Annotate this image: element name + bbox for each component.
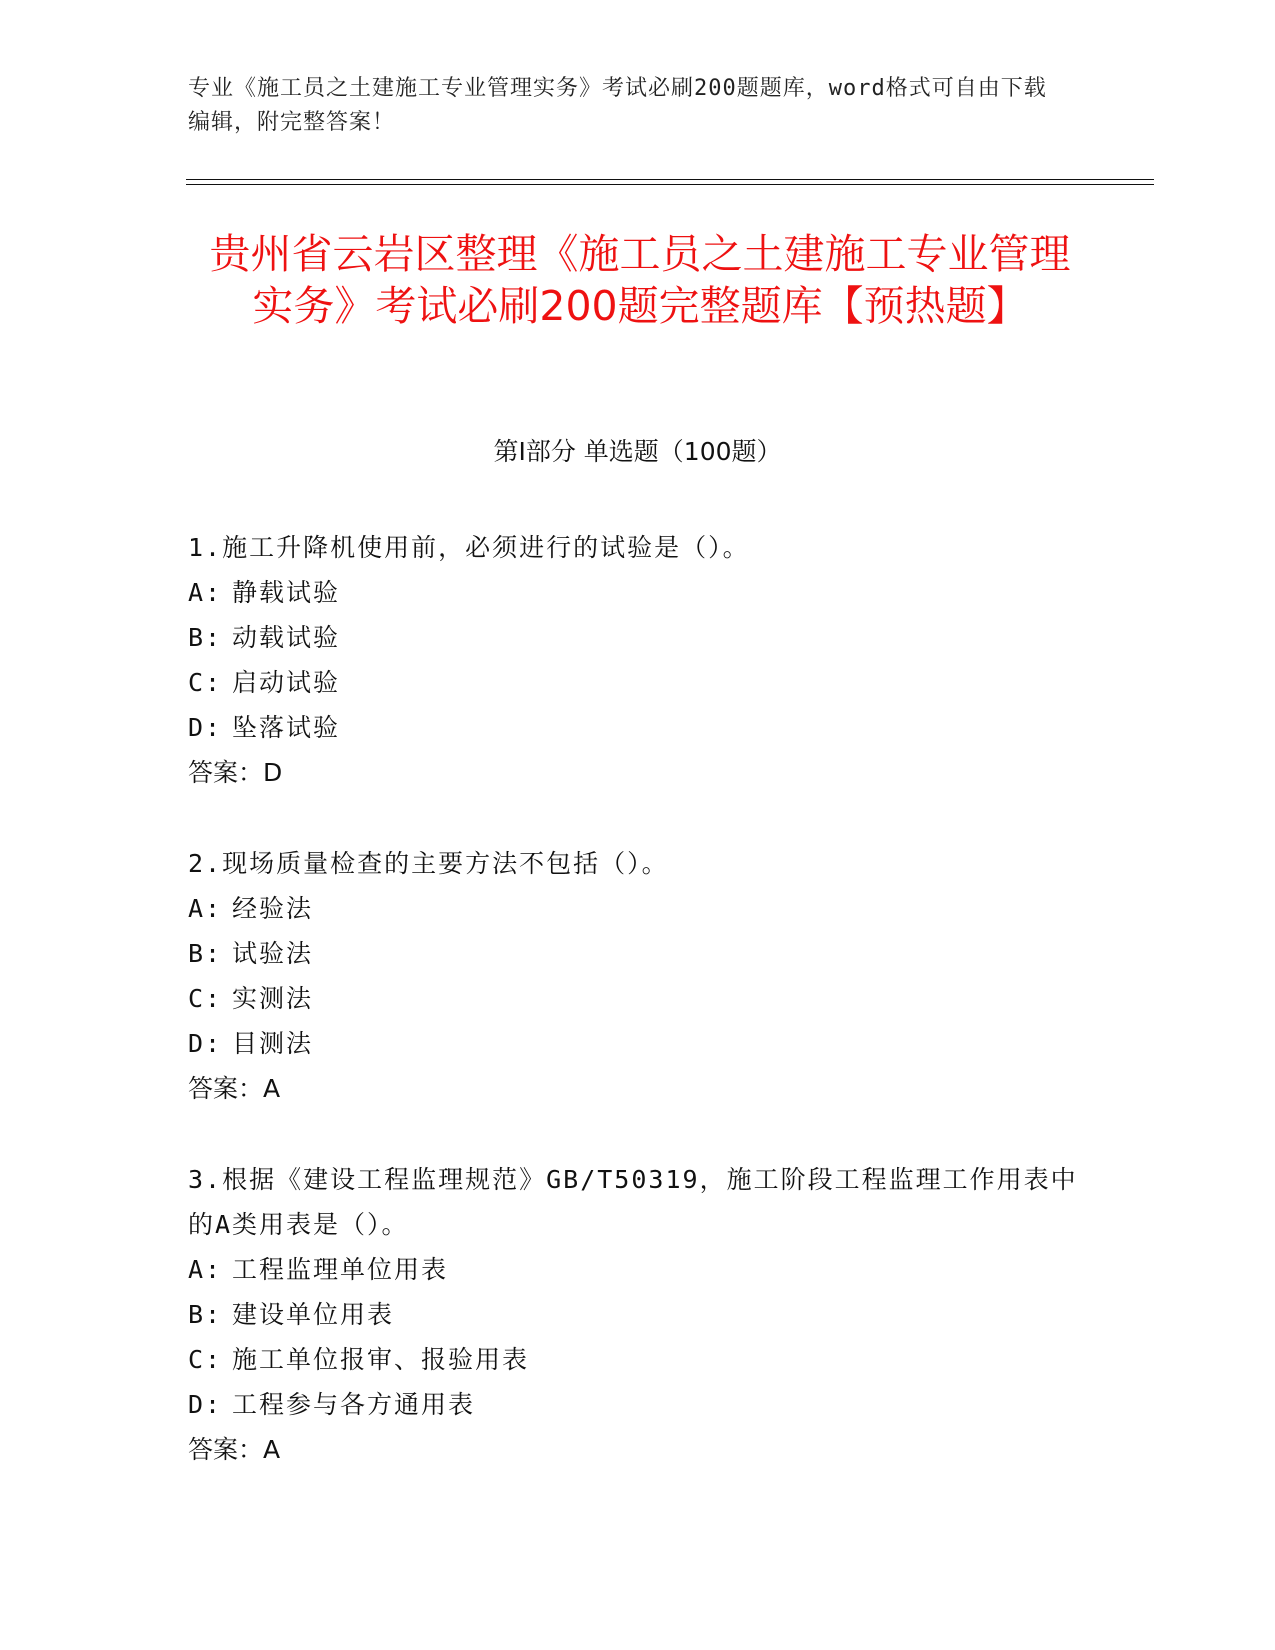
- option-text: 施工单位报审、报验用表: [232, 1345, 530, 1374]
- option-text: 启动试验: [232, 668, 341, 697]
- answer-line: 答案：A: [188, 1435, 281, 1464]
- question-3: [188, 1157, 1088, 1472]
- option-text: 建设单位用表: [232, 1300, 395, 1329]
- option-text: 静载试验: [232, 578, 341, 607]
- option-letter: C:: [188, 984, 223, 1013]
- option-b: [188, 1292, 1088, 1337]
- question-stem: 2.现场质量检查的主要方法不包括（）。: [188, 849, 669, 878]
- option-letter: A:: [188, 1255, 223, 1284]
- option-text: 经验法: [232, 894, 314, 923]
- option-c: [188, 1337, 1088, 1382]
- question-stem: 3.根据《建设工程监理规范》GB/T50319，施工阶段工程监理工作用表中的A类用表是（）。: [188, 1165, 1078, 1239]
- option-letter: A:: [188, 578, 223, 607]
- header-note: 专业《施工员之土建施工专业管理实务》考试必刷200题题库，word格式可自由下载编辑，附完整答案！: [188, 76, 1047, 135]
- option-text: 试验法: [232, 939, 314, 968]
- option-text: 工程参与各方通用表: [232, 1390, 476, 1419]
- header-divider-bottom: [186, 184, 1154, 185]
- option-letter: A:: [188, 894, 223, 923]
- option-text: 工程监理单位用表: [232, 1255, 449, 1284]
- option-d: [188, 1021, 1088, 1066]
- option-c: [188, 660, 1088, 705]
- option-letter: B:: [188, 939, 223, 968]
- option-letter: D:: [188, 1029, 223, 1058]
- option-letter: D:: [188, 1390, 223, 1419]
- option-letter: C:: [188, 668, 223, 697]
- question-1: [188, 525, 1088, 795]
- option-a: [188, 886, 1088, 931]
- option-d: [188, 705, 1088, 750]
- answer-line: 答案：A: [188, 1074, 281, 1103]
- document-title: 贵州省云岩区整理《施工员之土建施工专业管理实务》考试必刷200题完整题库【预热题】: [209, 230, 1071, 330]
- header-divider-top: [186, 179, 1154, 180]
- question-stem: 1.施工升降机使用前，必须进行的试验是（）。: [188, 533, 750, 562]
- option-letter: B:: [188, 1300, 223, 1329]
- section-heading: 第Ⅰ部分 单选题（100题）: [493, 437, 782, 466]
- option-text: 坠落试验: [232, 713, 341, 742]
- option-letter: B:: [188, 623, 223, 652]
- option-text: 动载试验: [232, 623, 341, 652]
- option-b: [188, 931, 1088, 976]
- option-letter: C:: [188, 1345, 223, 1374]
- option-text: 目测法: [232, 1029, 314, 1058]
- answer-line: 答案：D: [188, 758, 283, 787]
- option-a: [188, 570, 1088, 615]
- option-d: [188, 1382, 1088, 1427]
- option-text: 实测法: [232, 984, 314, 1013]
- question-2: [188, 841, 1088, 1111]
- option-b: [188, 615, 1088, 660]
- option-a: [188, 1247, 1088, 1292]
- option-c: [188, 976, 1088, 1021]
- option-letter: D:: [188, 713, 223, 742]
- question-list: [188, 525, 1088, 1472]
